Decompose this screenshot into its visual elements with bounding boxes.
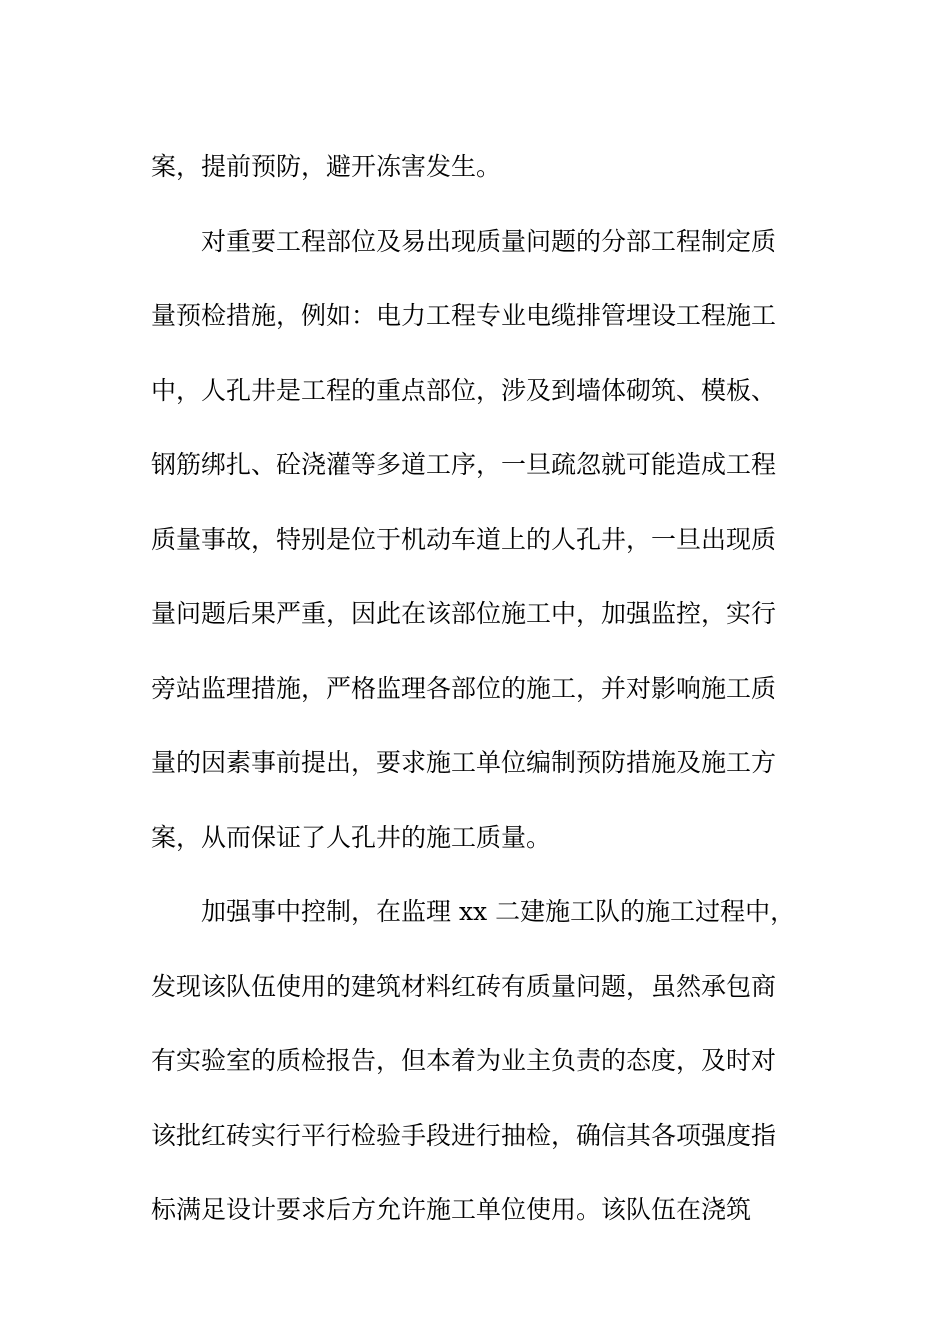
text-line: 钢筋绑扎、砼浇灌等多道工序，一旦疏忽就可能造成工程	[151, 450, 777, 479]
text-line: 旁站监理措施，严格监理各部位的施工，并对影响施工质	[151, 673, 777, 703]
text-line: 中，人孔井是工程的重点部位，涉及到墙体砌筑、模板、	[151, 375, 777, 405]
text-line: 案，从而保证了人孔井的施工质量。	[151, 822, 552, 852]
text-line: 发现该队伍使用的建筑材料红砖有质量问题，虽然承包商	[151, 971, 777, 1001]
text-line: 案，提前预防，避开冻害发生。	[151, 152, 502, 181]
text-line: 质量事故，特别是位于机动车道上的人孔井，一旦出现质	[151, 524, 777, 554]
text-line: 有实验室的质检报告，但本着为业主负责的态度，及时对	[151, 1046, 777, 1075]
text-line: 标满足设计要求后方允许施工单位使用。该队伍在浇筑	[151, 1195, 752, 1224]
paragraph-first-line: 对重要工程部位及易出现质量问题的分部工程制定质	[201, 226, 777, 256]
text-line: 量问题后果严重，因此在该部位施工中，加强监控，实行	[151, 599, 777, 628]
text-line: 量的因素事前提出，要求施工单位编制预防措施及施工方	[151, 748, 777, 777]
text-line: 量预检措施，例如：电力工程专业电缆排管埋设工程施工	[151, 301, 777, 330]
text-line: 该批红砖实行平行检验手段进行抽检，确信其各项强度指	[151, 1120, 777, 1150]
paragraph-first-line: 加强事中控制，在监理 xx 二建施工队的施工过程中，	[201, 897, 796, 926]
body-text	[151, 130, 801, 1248]
